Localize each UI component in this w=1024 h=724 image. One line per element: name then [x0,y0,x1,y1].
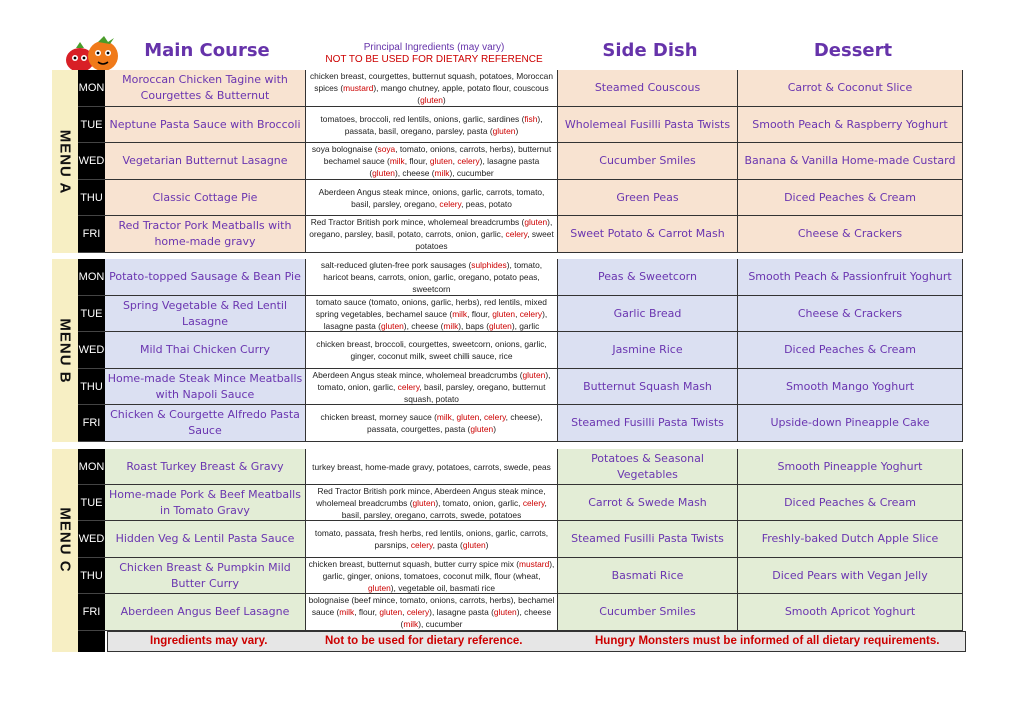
side-dish-cell: Peas & Sweetcorn [558,259,738,296]
side-dish-cell: Green Peas [558,180,738,216]
ingredients-cell: tomato sauce (tomato, onions, garlic, herbs), red lentils, mixed spring vegetables, bechamel sauce (milk, flour, gluten, celery), lasagne pasta (gluten), cheese (milk), baps (gluten), garlic [306,296,558,332]
day-label: WED [78,521,105,558]
day-label: WED [78,143,105,180]
ingredients-cell: Red Tractor British pork mince, wholemeal breadcrumbs (gluten), oregano, parsley, basil, potato, carrots, onion, garlic, celery, sweet potatoes [306,216,558,253]
allergen-text: gluten [522,369,546,380]
side-dish-cell: Potatoes & Seasonal Vegetables [558,449,738,485]
allergen-text: mustard [343,83,374,93]
side-dish-cell: Steamed Couscous [558,70,738,107]
allergen-text: gluten [372,168,395,178]
side-dish-cell: Carrot & Swede Mash [558,485,738,521]
allergen-text: celery [522,497,545,508]
side-dish-cell: Wholemeal Fusilli Pasta Twists [558,107,738,143]
ingredients-cell: chicken breast, butternut squash, butter curry spice mix (mustard), garlic, ginger, onions, tomatoes, coconut milk, flour (wheat, gluten), vegetable oil, basmati rice [306,558,558,594]
dessert-cell: Smooth Peach & Passionfruit Yoghurt [738,259,963,296]
allergen-text: gluten [456,412,480,422]
side-dish-cell: Jasmine Rice [558,332,738,369]
day-label: MON [78,70,105,107]
allergen-text: milk [443,320,459,331]
main-course-cell: Home-made Steak Mince Meatballs with Napoli Sauce [105,369,306,405]
menu-c-block [52,449,966,631]
dessert-cell: Diced Pears with Vegan Jelly [738,558,963,594]
allergen-text: gluten [420,95,443,105]
ingredients-cell: Aberdeen Angus steak mince, wholemeal breadcrumbs (gluten), tomato, onion, garlic, celery, basil, parsley, oregano, butternut squash, potato [306,369,558,405]
day-label: TUE [78,107,105,143]
allergen-text: gluten [412,497,436,508]
dessert-cell: Diced Peaches & Cream [738,332,963,369]
footer-spacer [52,631,105,652]
allergen-text: milk [436,412,452,422]
side-dish-cell: Basmati Rice [558,558,738,594]
ingredients-cell: chicken breast, broccoli, courgettes, sweetcorn, onions, garlic, ginger, coconut milk, sweet chilli sauce, rice [306,332,558,369]
allergen-text: celery [483,412,506,422]
side-dish-cell: Steamed Fusilli Pasta Twists [558,405,738,442]
ingredients-cell: Aberdeen Angus steak mince, onions, garlic, carrots, tomato, basil, parsley, oregano, celery, peas, potato [306,180,558,216]
day-label: FRI [78,216,105,253]
main-course-cell: Roast Turkey Breast & Gravy [105,449,306,485]
main-course-cell: Aberdeen Angus Beef Lasagne [105,594,306,631]
main-course-cell: Vegetarian Butternut Lasagne [105,143,306,180]
ingredients-warning: NOT TO BE USED FOR DIETARY REFERENCE [325,54,543,65]
allergen-text: sulphides [471,260,507,270]
dessert-cell: Diced Peaches & Cream [738,485,963,521]
menu-b-block [52,259,966,442]
allergen-text: celery [505,229,528,239]
allergen-text: gluten [367,582,391,593]
side-dish-cell: Butternut Squash Mash [558,369,738,405]
day-label: THU [78,180,105,216]
ingredients-cell: turkey breast, home-made gravy, potatoes, carrots, swede, peas [306,449,558,485]
dessert-cell: Cheese & Crackers [738,216,963,253]
header-ingredients [309,42,559,66]
footer-notice [107,631,966,652]
main-course-cell: Neptune Pasta Sauce with Broccoli [105,107,306,143]
main-course-cell: Red Tractor Pork Meatballs with home-made gravy [105,216,306,253]
day-label: WED [78,332,105,369]
allergen-text: gluten [379,607,403,617]
main-course-cell: Potato-topped Sausage & Bean Pie [105,259,306,296]
allergen-text: gluten [462,540,486,550]
main-course-cell: Chicken & Courgette Alfredo Pasta Sauce [105,405,306,442]
side-dish-cell: Garlic Bread [558,296,738,332]
main-course-cell: Chicken Breast & Pumpkin Mild Butter Curry [105,558,306,594]
header-main-course: Main Course [144,40,270,61]
ingredients-cell: tomato, passata, fresh herbs, red lentils, onions, garlic, carrots, parsnips, celery, pasta (gluten) [306,521,558,558]
footer-note-ingredients: Ingredients may vary. [150,635,268,647]
dessert-cell: Smooth Pineapple Yoghurt [738,449,963,485]
menu-label: MENU B [52,259,78,442]
ingredients-cell: tomatoes, broccoli, red lentils, onions, garlic, sardines (fish), passata, basil, oregano, parsley, pasta (gluten) [306,107,558,143]
allergen-text: milk [452,308,468,319]
main-course-cell: Moroccan Chicken Tagine with Courgettes & Butternut [105,70,306,107]
main-course-cell: Mild Thai Chicken Curry [105,332,306,369]
main-course-cell: Hidden Veg & Lentil Pasta Sauce [105,521,306,558]
allergen-text: celery [406,607,430,617]
allergen-text: soya [377,144,396,154]
dessert-cell: Smooth Mango Yoghurt [738,369,963,405]
ingredients-cell: Red Tractor British pork mince, Aberdeen Angus steak mince, wholemeal breadcrumbs (gluten), tomato, onion, garlic, celery, basil, parsley, oregano, carrots, swede, potatoes [306,485,558,521]
ingredients-title: Principal Ingredients (may vary) [363,42,505,53]
allergen-text: gluten [493,607,517,617]
menu-label: MENU C [52,449,78,631]
allergen-text: celery [439,198,462,209]
allergen-text: gluten [492,308,516,319]
main-course-cell: Spring Vegetable & Red Lentil Lasagne [105,296,306,332]
allergen-text: gluten [429,156,453,166]
ingredients-cell: salt-reduced gluten-free pork sausages (sulphides), tomato, haricot beans, carrots, onion, garlic, oregano, potato peas, sweetcorn [306,259,558,296]
dessert-cell: Diced Peaches & Cream [738,180,963,216]
menu-label: MENU A [52,70,78,253]
ingredients-cell: bolognaise (beef mince, tomato, onions, carrots, herbs), bechamel sauce (milk, flour, gluten, celery), lasagne pasta (gluten), cheese (milk), cucumber [306,594,558,631]
dessert-cell: Upside-down Pineapple Cake [738,405,963,442]
day-label: THU [78,369,105,405]
day-label: FRI [78,405,105,442]
dessert-cell: Carrot & Coconut Slice [738,70,963,107]
main-course-cell: Home-made Pork & Beef Meatballs in Tomato Gravy [105,485,306,521]
ingredients-cell: chicken breast, courgettes, butternut squash, potatoes, Moroccan spices (mustard), mango chutney, apple, potato flour, couscous (gluten) [306,70,558,107]
ingredients-cell: soya bolognaise (soya, tomato, onions, carrots, herbs), butternut bechamel sauce (milk, flour, gluten, celery), lasagne pasta (gluten), cheese (milk), cucumber [306,143,558,180]
allergen-text: milk [339,607,355,617]
footer-note-requirements: Hungry Monsters must be informed of all dietary requirements. [595,635,940,647]
dessert-cell: Cheese & Crackers [738,296,963,332]
allergen-text: gluten [470,424,494,434]
allergen-text: celery [397,381,420,392]
header-dessert: Dessert [813,40,893,61]
day-label: TUE [78,296,105,332]
ingredients-cell: chicken breast, morney sauce (milk, gluten, celery, cheese), passata, courgettes, pasta (gluten) [306,405,558,442]
allergen-text: gluten [492,125,516,136]
dessert-cell: Smooth Peach & Raspberry Yoghurt [738,107,963,143]
dessert-cell: Smooth Apricot Yoghurt [738,594,963,631]
day-label: THU [78,558,105,594]
allergen-text: gluten [489,320,512,331]
allergen-text: celery [457,156,480,166]
allergen-text: celery [410,540,433,550]
side-dish-cell: Cucumber Smiles [558,594,738,631]
side-dish-cell: Steamed Fusilli Pasta Twists [558,521,738,558]
main-course-cell: Classic Cottage Pie [105,180,306,216]
side-dish-cell: Sweet Potato & Carrot Mash [558,216,738,253]
day-label: MON [78,449,105,485]
allergen-text: milk [403,619,419,629]
day-label: TUE [78,485,105,521]
allergen-text: gluten [380,320,404,331]
allergen-text: milk [434,168,450,178]
allergen-text: celery [519,308,543,319]
dessert-cell: Freshly-baked Dutch Apple Slice [738,521,963,558]
allergen-text: mustard [519,558,550,569]
allergen-text: milk [389,156,405,166]
allergen-text: gluten [524,217,548,227]
header-side-dish: Side Dish [602,40,698,61]
footer-note-dietary: Not to be used for dietary reference. [325,635,523,647]
menu-a-block [52,70,966,253]
dessert-cell: Banana & Vanilla Home-made Custard [738,143,963,180]
side-dish-cell: Cucumber Smiles [558,143,738,180]
allergen-text: fish [524,113,538,124]
day-label: MON [78,259,105,296]
day-label: FRI [78,594,105,631]
